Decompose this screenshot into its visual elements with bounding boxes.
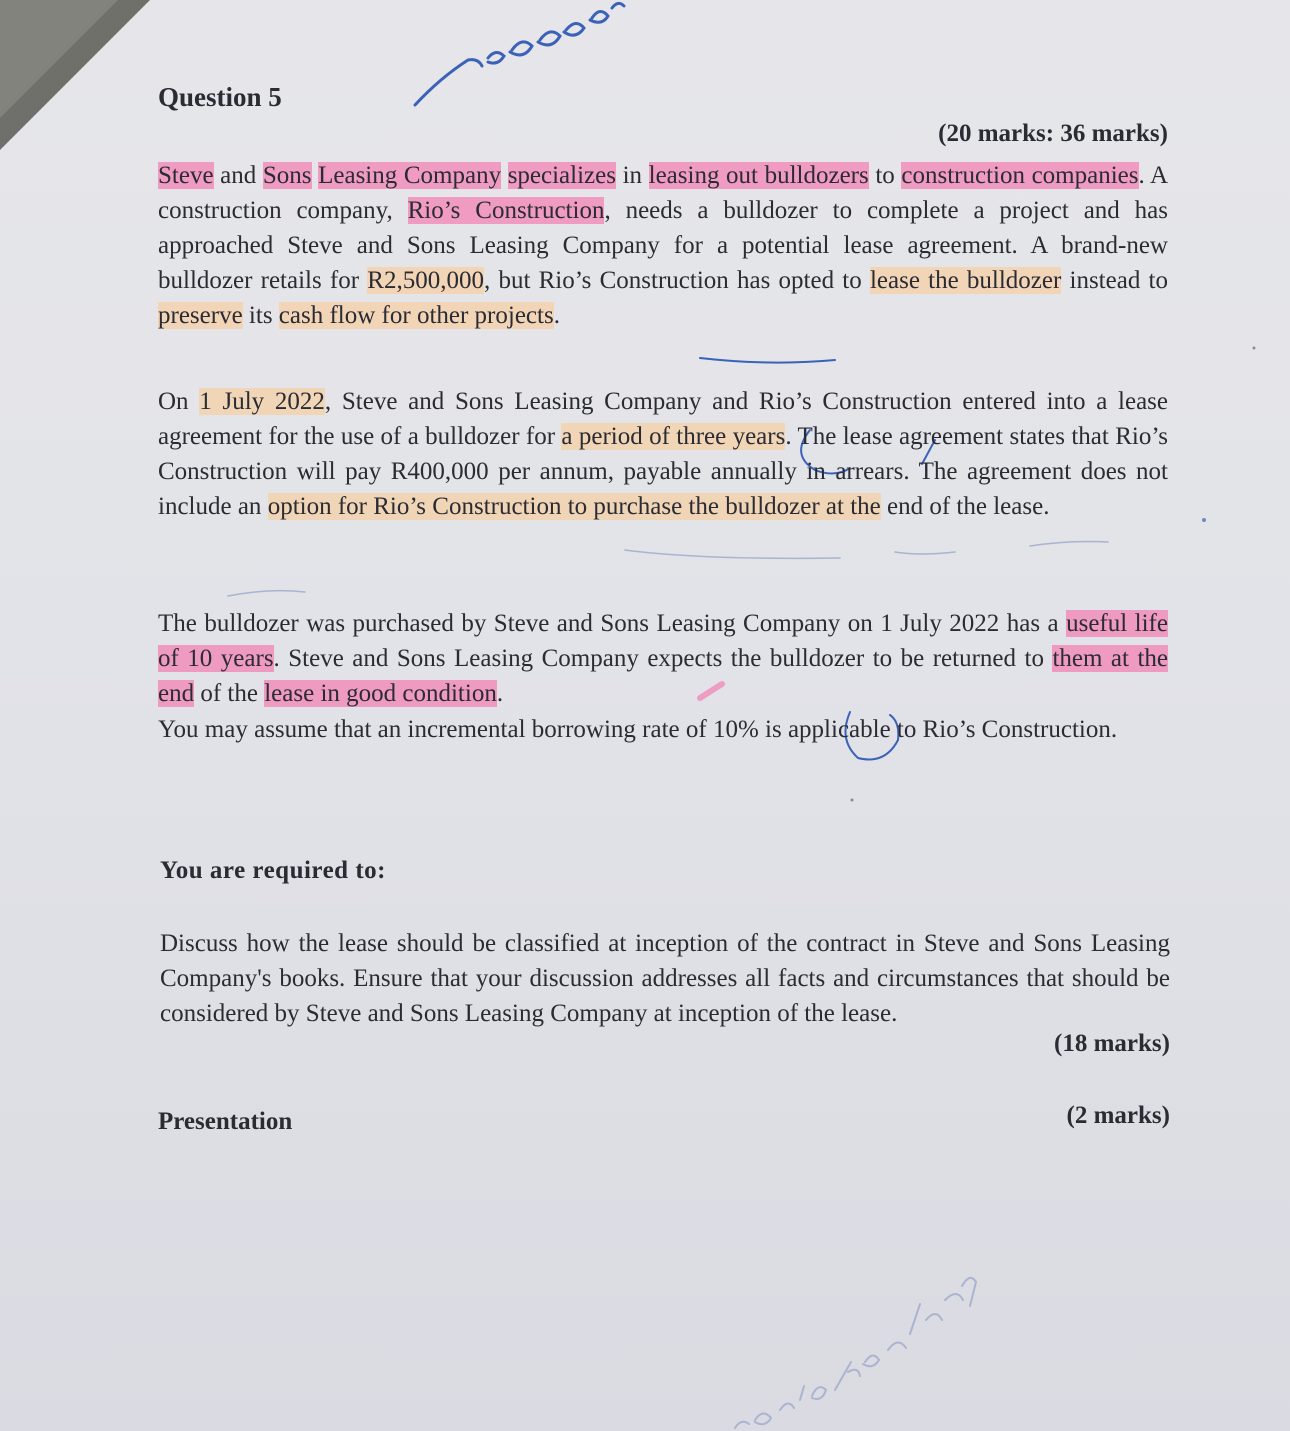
text-run: , Steve and Sons Leasing Company and Rio’s Construction entered into a lease agreement for the use of a bulldozer for <box>158 388 1168 450</box>
question-title: Question 5 <box>158 82 282 112</box>
highlighted-text: cash flow for other projects <box>278 302 554 329</box>
highlighted-text: leasing out bulldozers <box>648 162 869 189</box>
text-run: , needs a bulldozer to complete a project and has approached Steve and Sons Leasing Company for a potential lease agreement. A brand-new bulldozer retails for <box>158 197 1168 294</box>
text-run: of the <box>194 680 265 707</box>
paragraph-asset-details <box>158 606 1168 711</box>
required-heading: You are required to: <box>160 857 386 884</box>
text-run: in <box>615 162 649 189</box>
text-run: end of the lease. <box>880 493 1050 520</box>
text-run: The bulldozer was purchased by Steve and Sons Leasing Company on 1 July 2022 has a <box>158 610 1067 637</box>
highlighted-text: them at the end <box>158 645 1168 707</box>
folded-corner <box>0 0 118 118</box>
text-run: instead to <box>1061 267 1168 294</box>
text-run: . The lease agreement states that Rio’s Construction will pay R400,000 per annum, payable annually in arrears. The agreement does not include an <box>158 423 1168 520</box>
handwritten-scribble-bottom <box>735 1278 976 1428</box>
text-run: its <box>242 302 279 329</box>
text-run: On <box>158 388 200 415</box>
highlighted-text: 1 July 2022 <box>199 388 325 415</box>
task-marks: (18 marks) <box>1054 1030 1170 1057</box>
highlighted-text: Sons <box>262 162 312 189</box>
highlighted-text: option for Rio’s Construction to purchase the bulldozer at the <box>267 493 881 520</box>
highlighted-text: construction companies <box>901 162 1139 189</box>
text-run: to <box>868 162 902 189</box>
highlighted-text: useful life of 10 years <box>158 610 1168 672</box>
pen-underline-cashflow <box>700 358 835 363</box>
text-run: and <box>213 162 263 189</box>
text-run: . Steve and Sons Leasing Company expects the bulldozer to be returned to <box>273 645 1053 672</box>
highlighted-text: Leasing Company <box>318 162 502 189</box>
text-run <box>501 162 508 189</box>
paragraph-company-background <box>158 158 1168 333</box>
highlighted-text: preserve <box>158 302 243 329</box>
presentation-label: Presentation <box>158 1108 293 1135</box>
highlighted-text: lease the bulldozer <box>869 267 1062 294</box>
paragraph-lease-agreement <box>158 384 1168 524</box>
ink-dot <box>851 799 854 802</box>
highlighted-text: specializes <box>507 162 616 189</box>
handwritten-scribble-top <box>415 3 624 105</box>
presentation-marks: (2 marks) <box>1066 1102 1170 1129</box>
pen-faint-stroke-left <box>228 591 305 596</box>
text-run: , but Rio’s Construction has opted to <box>483 267 870 294</box>
pen-faint-strokes <box>625 542 1108 559</box>
highlighted-text: Steve <box>158 162 214 189</box>
task-instructions: Discuss how the lease should be classified at inception of the contract in Steve and Sons Leasing Company's books. Ensure that your discussion addresses all facts and circumstances that should be considered by Steve and Sons Leasing Company at inception of the lease. <box>160 930 1170 1027</box>
highlighted-text: Rio’s Construction <box>407 197 605 224</box>
highlighted-text: R2,500,000 <box>367 267 484 294</box>
text-run: . <box>553 302 560 329</box>
paragraph-borrowing-rate: You may assume that an incremental borrowing rate of 10% is applicable to Rio’s Construction. <box>158 716 1118 743</box>
text-run: . <box>496 680 504 707</box>
question-total-marks: (20 marks: 36 marks) <box>938 120 1168 147</box>
ink-dot <box>1202 518 1206 522</box>
highlighted-text: lease in good condition <box>264 680 497 707</box>
highlighted-text: a period of three years <box>561 423 786 450</box>
ink-dot <box>1253 347 1256 350</box>
text-run: . A construction company, <box>158 162 1169 224</box>
